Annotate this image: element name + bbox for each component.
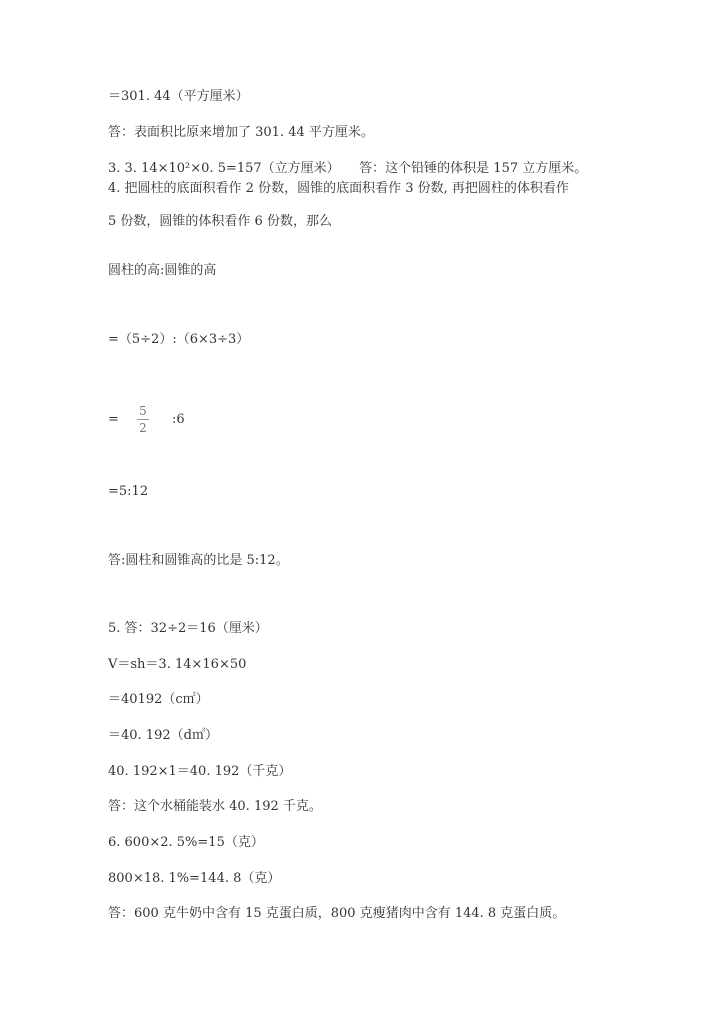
answer-line: 答：这个水桶能装水 40. 192 千克。: [108, 799, 322, 814]
text-line: 圆柱的高:圆锥的高: [108, 263, 217, 278]
equals-sign: =: [108, 412, 119, 427]
ratio-suffix: :6: [172, 412, 185, 427]
text-line: ＝301. 44（平方厘米）: [108, 89, 249, 104]
fraction-denominator: 2: [139, 421, 147, 435]
equation-line: =（5÷2）:（6×3÷3）: [108, 332, 250, 347]
answer-line: 答：表面积比原来增加了 301. 44 平方厘米。: [108, 125, 374, 140]
equation-line: V＝sh＝3. 14×16×50: [108, 657, 247, 672]
equation-line: 6. 600×2. 5%=15（克）: [108, 835, 264, 850]
text-line: 4. 把圆柱的底面积看作 2 份数，圆锥的底面积看作 3 份数, 再把圆柱的体积看作: [108, 181, 569, 196]
text-line: 5. 答：32÷2＝16（厘米）: [108, 621, 268, 636]
answer-line: 答：600 克牛奶中含有 15 克蛋白质，800 克瘦猪肉中含有 144. 8 克蛋白质。: [108, 906, 566, 921]
equation-line: 40. 192×1＝40. 192（千克）: [108, 764, 292, 779]
fraction-bar: [137, 419, 149, 420]
text-line: 3. 3. 14×10²×0. 5=157（立方厘米） 答：这个铅锤的体积是 157 立方厘米。: [108, 161, 588, 176]
fraction-numerator: 5: [139, 404, 147, 418]
equation-line: ＝40192（c㎡）: [108, 692, 209, 707]
equation-line: 800×18. 1%=144. 8（克）: [108, 871, 281, 886]
equation-line: =5:12: [108, 484, 149, 499]
text-line: 5 份数，圆锥的体积看作 6 份数，那么: [108, 214, 332, 229]
equation-line: ＝40. 192（d㎥）: [108, 728, 218, 743]
fraction: [137, 404, 149, 435]
answer-line: 答:圆柱和圆锥高的比是 5:12。: [108, 553, 289, 568]
